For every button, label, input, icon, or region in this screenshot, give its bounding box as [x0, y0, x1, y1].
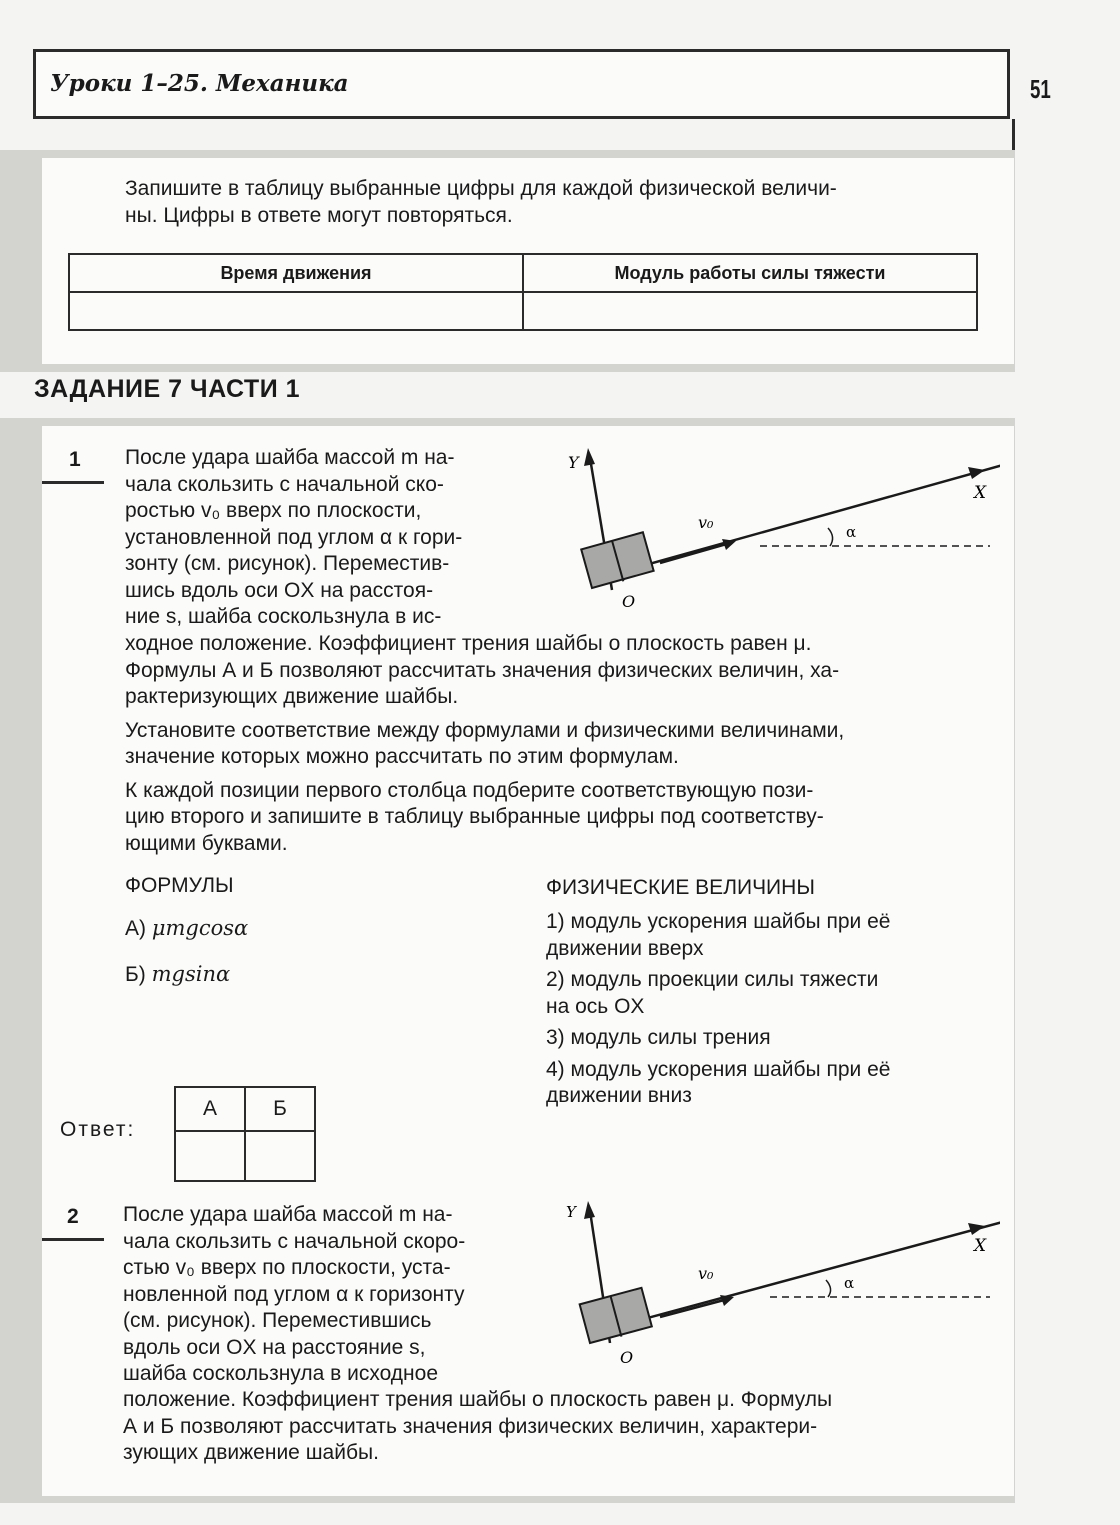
inclined-plane-line [592, 1220, 1000, 1333]
intro-line: ны. Цифры в ответе могут повторяться. [125, 203, 513, 227]
y-axis-label: Y [566, 1203, 576, 1221]
answer-label: Ответ: [60, 1118, 136, 1141]
angle-label: α [846, 523, 857, 541]
quantity-item-4-line: движении вниз [546, 1084, 692, 1107]
velocity-label: v₀ [698, 1264, 714, 1283]
formula-expression: μmgcosα [151, 916, 249, 940]
task-number: 1 [69, 448, 81, 471]
task1-line: После удара шайба массой m на- [125, 446, 455, 469]
section-title: ЗАДАНИЕ 7 ЧАСТИ 1 [34, 375, 301, 403]
task1-line: Формулы А и Б позволяют рассчитать значения физических величин, ха- [125, 658, 840, 682]
task1-line: ходное положение. Коэффициент трения шайбы о плоскость равен μ. [125, 632, 812, 655]
quantities-list [546, 909, 986, 1110]
x-arrow-head [968, 467, 985, 479]
answer-table [174, 1086, 316, 1182]
task1-line: шись вдоль оси OX на расстоя- [125, 578, 434, 602]
formula-a [125, 915, 248, 943]
velocity-label: v₀ [698, 513, 714, 532]
chapter-title: Уроки 1–25. Механика [50, 70, 349, 97]
formulas-heading: ФОРМУЛЫ [125, 874, 234, 897]
quantity-item-4-line: 4) модуль ускорения шайбы при её [546, 1057, 891, 1081]
task1-line: Установите соответствие между формулами и физическими величинами, [125, 718, 845, 742]
task2-figure [560, 1193, 1000, 1368]
task1-line: К каждой позиции первого столбца подберите соответствующую пози- [125, 778, 814, 802]
task2-line: положение. Коэффициент трения шайбы о плоскость равен μ. Формулы [123, 1388, 833, 1411]
answer-cell-time[interactable] [69, 292, 523, 330]
x-arrow-head [968, 1223, 985, 1235]
task1-wrap-text [125, 445, 543, 631]
task1-line: ростью v₀ вверх по плоскости, [125, 499, 422, 522]
page-number: 51 [1030, 74, 1051, 104]
answer-cell-work[interactable] [523, 292, 977, 330]
angle-arc [828, 528, 833, 546]
formula-expression: mgsinα [151, 962, 231, 986]
task1-line: ющими буквами. [125, 831, 288, 855]
task2-full-text [123, 1387, 989, 1467]
intro-text [125, 176, 993, 229]
velocity-arrow [660, 1299, 728, 1317]
task2-line: вдоль оси OX на расстояние s, [123, 1335, 426, 1359]
task2-line: шайба соскользнула в исходное [123, 1362, 439, 1385]
angle-label: α [844, 1274, 855, 1292]
task1-line: зонту (см. рисунок). Переместив- [125, 552, 450, 575]
task1-line: цию второго и запишите в таблицу выбранные цифры под соответству- [125, 805, 824, 828]
answer-header-a: А [175, 1087, 245, 1131]
answer-cell-b[interactable] [245, 1131, 315, 1181]
task2-line: стью v₀ вверх по плоскости, уста- [123, 1256, 451, 1279]
y-arrow-head [584, 448, 595, 466]
task1-line: ние s, шайба соскользнула в ис- [125, 605, 442, 628]
task2-line: (см. рисунок). Переместившись [123, 1309, 432, 1332]
quantity-item-2-line: 2) модуль проекции силы тяжести [546, 968, 879, 991]
origin-label: O [620, 1348, 634, 1367]
task2-line: После удара шайба массой m на- [123, 1203, 453, 1226]
answer-cell-a[interactable] [175, 1131, 245, 1181]
task-number-rule [42, 1238, 104, 1241]
task1-full-text [125, 631, 991, 857]
task1-line: рактеризующих движение шайбы. [125, 685, 459, 708]
quantity-item-2-line: на ось OX [546, 994, 645, 1018]
task2-line: зующих движение шайбы. [123, 1441, 379, 1464]
task1-figure [560, 440, 1000, 615]
velocity-arrow [660, 543, 730, 563]
formula-b [125, 961, 230, 989]
intro-line: Запишите в таблицу выбранные цифры для каждой физической величи- [125, 177, 837, 200]
formula-label: А) [125, 917, 146, 940]
y-arrow-head [584, 1201, 595, 1219]
task-number-rule [42, 481, 104, 484]
velocity-arrow-head [720, 1295, 734, 1306]
quantities-heading: ФИЗИЧЕСКИЕ ВЕЛИЧИНЫ [546, 876, 815, 899]
task2-line: чала скользить с начальной скоро- [123, 1229, 466, 1253]
task1-line: значение которых можно рассчитать по этим формулам. [125, 745, 679, 768]
x-axis-label: X [974, 483, 987, 503]
answer-header-b: Б [245, 1087, 315, 1131]
quantity-item-3-line: 3) модуль силы трения [546, 1026, 771, 1049]
origin-label: O [622, 592, 636, 611]
quantity-item-1-line: 1) модуль ускорения шайбы при её [546, 910, 891, 933]
task2-wrap-text [123, 1202, 541, 1388]
table-header-work: Модуль работы силы тяжести [523, 254, 977, 292]
y-axis-label: Y [568, 453, 579, 472]
task2-line: новленной под углом α к горизонту [123, 1282, 465, 1306]
angle-arc [826, 1280, 831, 1297]
formula-label: Б) [125, 963, 146, 986]
quantity-item-1-line: движении вверх [546, 936, 704, 960]
task-number: 2 [67, 1205, 79, 1228]
task1-line: установленной под углом α к гори- [125, 525, 463, 549]
x-axis-label: X [974, 1236, 987, 1256]
intro-answer-table [68, 253, 978, 331]
task2-line: А и Б позволяют рассчитать значения физических величин, характери- [123, 1414, 818, 1438]
table-header-time: Время движения [69, 254, 523, 292]
task1-line: чала скользить с начальной ско- [125, 472, 444, 496]
inclined-plane-line [592, 463, 1000, 580]
